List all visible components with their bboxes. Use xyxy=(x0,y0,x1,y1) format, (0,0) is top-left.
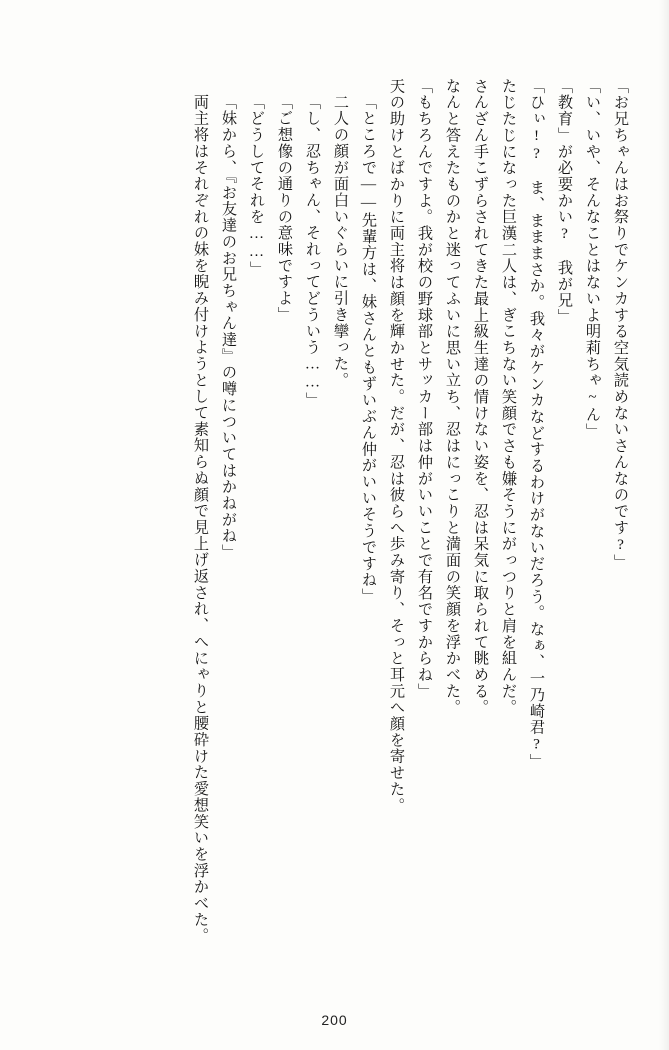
text-line: 「お兄ちゃんはお祭りでケンカする空気読めないさんなのです?」 xyxy=(612,78,629,571)
text-line: なんと答えたものかと迷ってふいに思い立ち、忍はにっこりと満面の笑顔を浮かべた。 xyxy=(444,78,461,716)
text-line: 「ひぃ!? ま、まままさか。我々がケンカなどするわけがないだろう。なぁ、一乃崎君?」 xyxy=(528,78,545,771)
text-line: 「し、忍ちゃん、それってどういう……」 xyxy=(304,94,321,409)
text-line: 「教育」が必要かい? 我が兄」 xyxy=(556,78,573,326)
page-number: 200 xyxy=(321,1012,348,1028)
text-line: 「ところで――先輩方は、妹さんともずいぶん仲がいいそうですね」 xyxy=(360,94,377,605)
text-line: 「もちろんですよ。我が校の野球部とサッカー部は仲がいいことで有名ですからね」 xyxy=(416,78,433,700)
text-line: さんざん手こずらされてきた最上級生達の情けない姿を、忍は呆気に取られて眺める。 xyxy=(472,78,489,716)
vertical-text-body xyxy=(28,78,628,998)
text-line: 天の助けとばかりに両主将は顔を輝かせた。だが、忍は彼らへ歩み寄り、そっと耳元へ顔を寄せた。 xyxy=(388,78,405,814)
text-line: 「ご想像の通りの意味ですよ」 xyxy=(276,94,293,323)
text-line: 「妹から、『お友達のお兄ちゃん達』の噂についてはかねがね」 xyxy=(220,94,237,561)
text-line: 両主将はそれぞれの妹を睨み付けようとして素知らぬ顔で見上げ返され、へにゃりと腰砕けた愛想笑いを浮かべた。 xyxy=(192,94,209,945)
text-line: 二人の顔が面白いぐらいに引き攣った。 xyxy=(332,94,349,389)
text-line: たじたじになった巨漢二人は、ぎこちない笑顔でさも嫌そうにがっつりと肩を組んだ。 xyxy=(500,78,517,716)
text-line: 「い、いや、そんなことはないよ明莉ちゃ~ん」 xyxy=(584,78,601,440)
page-edge-shadow xyxy=(659,0,669,1050)
text-line: 「どうしてそれを……」 xyxy=(248,94,265,278)
